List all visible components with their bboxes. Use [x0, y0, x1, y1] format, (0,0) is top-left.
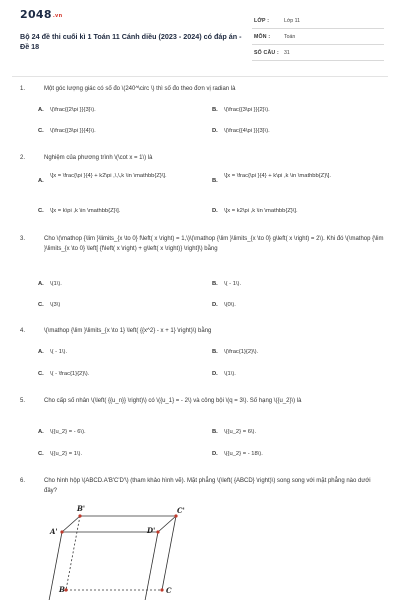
option-letter: B. [212, 349, 218, 355]
option-text: \(\frac{{2\pi }}{3}\). [50, 107, 96, 113]
info-row-count [252, 45, 384, 61]
info-value: 31 [284, 50, 290, 56]
option-text: \(1\). [224, 371, 236, 377]
option-letter: D. [212, 302, 218, 308]
question-text: Nghiệm của phương trình \(\cot x = 1\) là [44, 155, 153, 161]
option-letter: D. [212, 451, 218, 457]
option-b[interactable] [212, 171, 372, 191]
option-text: \({u_2} = - 6\). [50, 429, 86, 435]
option-text: \[x = \frac{\pi }{4} + k2\pi ,\,\,k \in \mathbb{Z}\]. [50, 173, 167, 179]
info-value: Toán [284, 34, 296, 40]
info-row-subject [252, 29, 384, 45]
option-letter: B. [212, 107, 218, 113]
option-letter: D. [212, 371, 218, 377]
option-text: \({u_2} = 1\). [50, 451, 83, 457]
option-letter: D. [212, 128, 218, 134]
option-letter: A. [38, 281, 44, 287]
option-text: \(\frac{{4\pi }}{3}\). [224, 128, 270, 134]
logo-suffix: .vn [52, 13, 63, 19]
option-text: \(1\). [50, 281, 62, 287]
option-text: \( - \frac{1}{2}\). [50, 371, 90, 377]
question-text: Cho hình hộp \(ABCD.A'B'C'D'\) (tham khảo hình vẽ). Mặt phẳng \(\left( {ABCD} \right)\) song song với mặt phẳng nào dưới đây? [44, 478, 371, 494]
option-text: \( - 1\). [50, 349, 68, 355]
option-letter: C. [38, 451, 44, 457]
document-title: Bộ 24 đề thi cuối kì 1 Toán 11 Cánh diều (2023 - 2024) có đáp án - Đề 18 [20, 32, 242, 51]
info-row-class [252, 13, 384, 29]
info-label: SỐ CÂU : [254, 50, 279, 56]
label-b: B [59, 585, 65, 594]
vertex-b1 [78, 514, 81, 517]
option-text: \[x = k\pi ,k \in \mathbb{Z}\]. [50, 208, 121, 214]
option-letter: B. [212, 178, 218, 184]
option-a[interactable] [38, 171, 198, 191]
option-letter: A. [38, 178, 44, 184]
option-text: \({u_2} = - 18\). [224, 451, 263, 457]
option-text: \[x = k2\pi ,k \in \mathbb{Z}\]. [224, 208, 298, 214]
option-text: \(3\) [50, 302, 61, 308]
info-value: Lớp 11 [284, 18, 300, 24]
question-number: 6. [20, 478, 26, 484]
option-letter: B. [212, 429, 218, 435]
option-letter: A. [38, 107, 44, 113]
question-number: 3. [20, 236, 26, 242]
logo-number: 2048 [20, 8, 52, 21]
label-c1: C' [177, 506, 185, 515]
site-logo[interactable] [20, 8, 62, 21]
label-a1: A' [50, 527, 58, 536]
option-letter: C. [38, 208, 44, 214]
question-text: \(\mathop {\lim }\limits_{x \to 1} \left( {{x^2} - x + 1} \right)\) bằng [44, 328, 212, 334]
label-d1: D' [147, 526, 156, 535]
question-number: 4. [20, 328, 26, 334]
option-text: \( - 1\). [224, 281, 242, 287]
option-text: \(0\). [224, 302, 236, 308]
question-number: 2. [20, 155, 26, 161]
option-text: \(\frac{{3\pi }}{4}\). [50, 128, 96, 134]
info-label: LỚP : [254, 18, 270, 24]
option-letter: A. [38, 349, 44, 355]
option-text: \(\frac{1}{2}\). [224, 349, 259, 355]
question-number: 1. [20, 86, 26, 92]
parallelepiped-figure [40, 505, 200, 600]
option-letter: A. [38, 429, 44, 435]
option-letter: B. [212, 281, 218, 287]
vertex-d1 [156, 530, 159, 533]
option-text: \({u_2} = 6\). [224, 429, 257, 435]
question-text: Cho \(\mathop {\lim }\limits_{x \to 0} f\left( x \right) = 1,\)\(\mathop {\lim }\limits_{x \to 0} g\left( x \right) = 2\). Khi đó \(\mathop {\lim }\limits_{x \to 0} \left[ {f\left( x \right) + g\left( x \right)} \right]\) bằng [44, 236, 384, 252]
vertex-a1 [60, 530, 63, 533]
option-letter: C. [38, 128, 44, 134]
header-divider [12, 76, 388, 77]
page-header [0, 0, 400, 76]
question-number: 5. [20, 398, 26, 404]
label-b1: B' [77, 505, 86, 513]
option-letter: C. [38, 302, 44, 308]
question-text: Cho cấp số nhân \(\left( {{u_n}} \right)\) có \({u_1} = - 2\) và công bội \(q = 3\). Số hạng \({u_2}\) là [44, 398, 302, 404]
option-text: \[x = \frac{\pi }{4} + k\pi ,k \in \mathbb{Z}\]. [224, 173, 331, 179]
question-text: Một góc lượng giác có số đo \(240^\circ \) thì số đo theo đơn vị radian là [44, 86, 236, 92]
option-letter: D. [212, 208, 218, 214]
option-text: \(\frac{{3\pi }}{2}\). [224, 107, 270, 113]
exam-info-table [252, 13, 384, 61]
info-label: MÔN : [254, 34, 271, 40]
label-c: C [166, 586, 172, 595]
option-letter: C. [38, 371, 44, 377]
vertex-c [160, 588, 163, 591]
